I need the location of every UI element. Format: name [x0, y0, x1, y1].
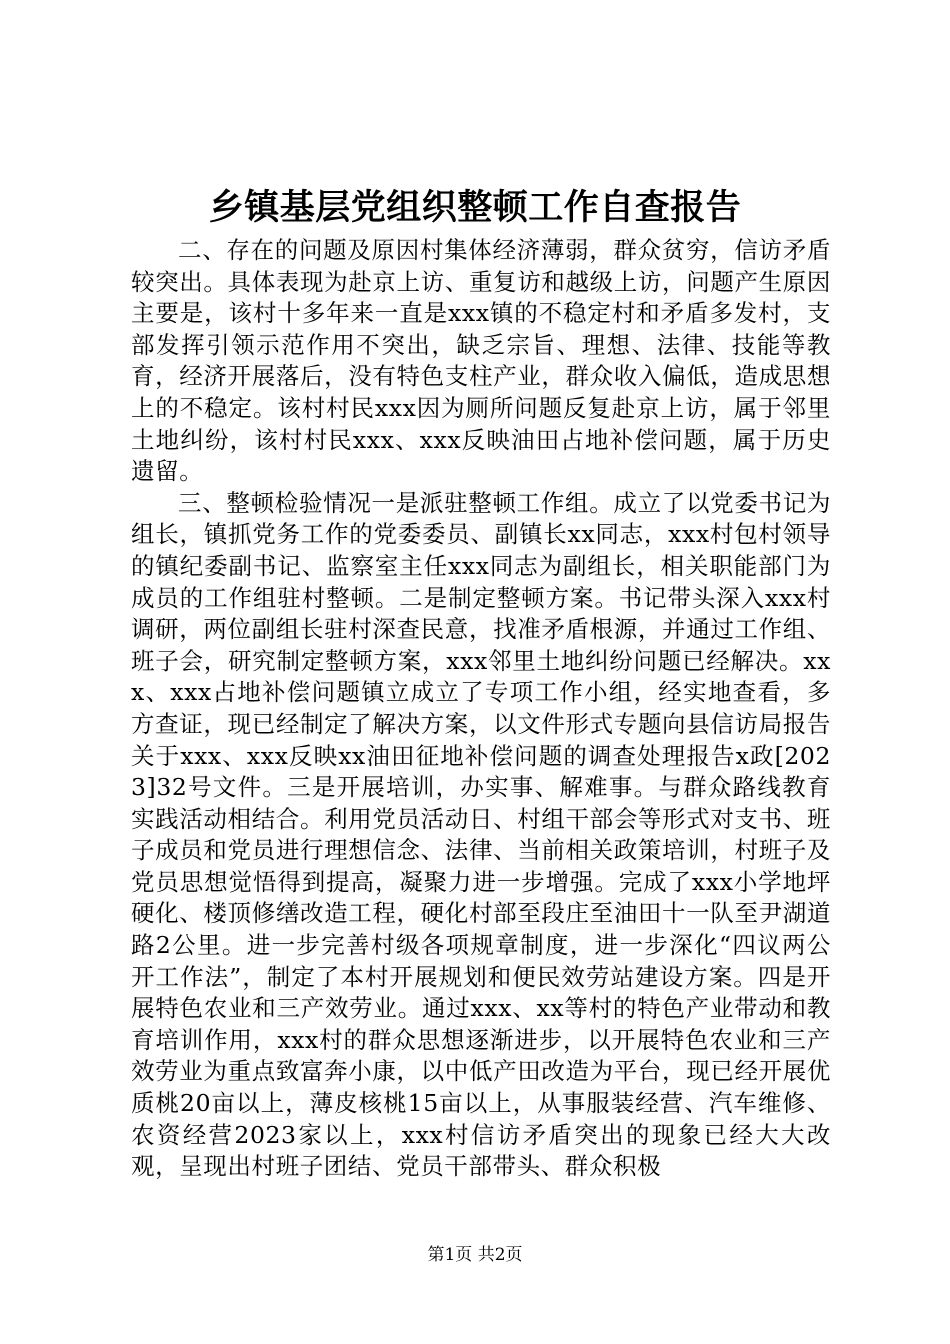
document-title: 乡镇基层党组织整顿工作自查报告 — [208, 187, 742, 228]
paragraph-rectification: 三、整顿检验情况一是派驻整顿工作组。成立了以党委书记为组长，镇抓党务工作的党委委员、副镇长xx同志，xxx村包村领导的镇纪委副书记、监察室主任xxx同志为副组长，相关职能部门为成员的工作组驻村整顿。二是制定整顿方案。书记带头深入xxx村调研，两位副组长驻村深查民意，找准矛盾根源，并通过工作组、班子会，研究制定整顿方案，xxx邻里土地纠纷问题已经解决。xxx、xxx占地补偿问题镇立成立了专项工作小组，经实地查看，多方查证，现已经制定了解决方案，以文件形式专题向县信访局报告关于xxx、xxx反映xx油田征地补偿问题的调查处理报告x政[2023]32号文件。三是开展培训，办实事、解难事。与群众路线教育实践活动相结合。利用党员活动日、村组干部会等形式对支书、班子成员和党员进行理想信念、法律、当前相关政策培训，村班子及党员思想觉悟得到提高，凝聚力进一步增强。完成了xxx小学地坪硬化、楼顶修缮改造工程，硬化村部至段庄至油田十一队至尹湖道路2公里。进一步完善村级各项规章制度，进一步深化“四议两公开工作法”，制定了本村开展规划和便民效劳站建设方案。四是开展特色农业和三产效劳业。通过xxx、xx等村的特色产业带动和教育培训作用，xxx村的群众思想逐渐进步，以开展特色农业和三产效劳业为重点致富奔小康，以中低产田改造为平台，现已经开展优质桃20亩以上，薄皮核桃15亩以上，从事服装经营、汽车维修、农资经营2023家以上，xxx村信访矛盾突出的现象已经大大改观，呈现出村班子团结、党员干部带头、群众积极 — [131, 488, 831, 1181]
paragraph-problems: 二、存在的问题及原因村集体经济薄弱，群众贫穷，信访矛盾较突出。具体表现为赴京上访、重复访和越级上访，问题产生原因主要是，该村十多年来一直是xxx镇的不稳定村和矛盾多发村，支部发挥引领示范作用不突出，缺乏宗旨、理想、法律、技能等教育，经济开展落后，没有特色支柱产业，群众收入偏低，造成思想上的不稳定。该村村民xxx因为厕所问题反复赴京上访，属于邻里土地纠纷，该村村民xxx、xxx反映油田占地补偿问题，属于历史遗留。 — [131, 236, 831, 486]
document-body — [131, 235, 831, 1183]
page-number: 第1页 共2页 — [427, 1245, 523, 1265]
